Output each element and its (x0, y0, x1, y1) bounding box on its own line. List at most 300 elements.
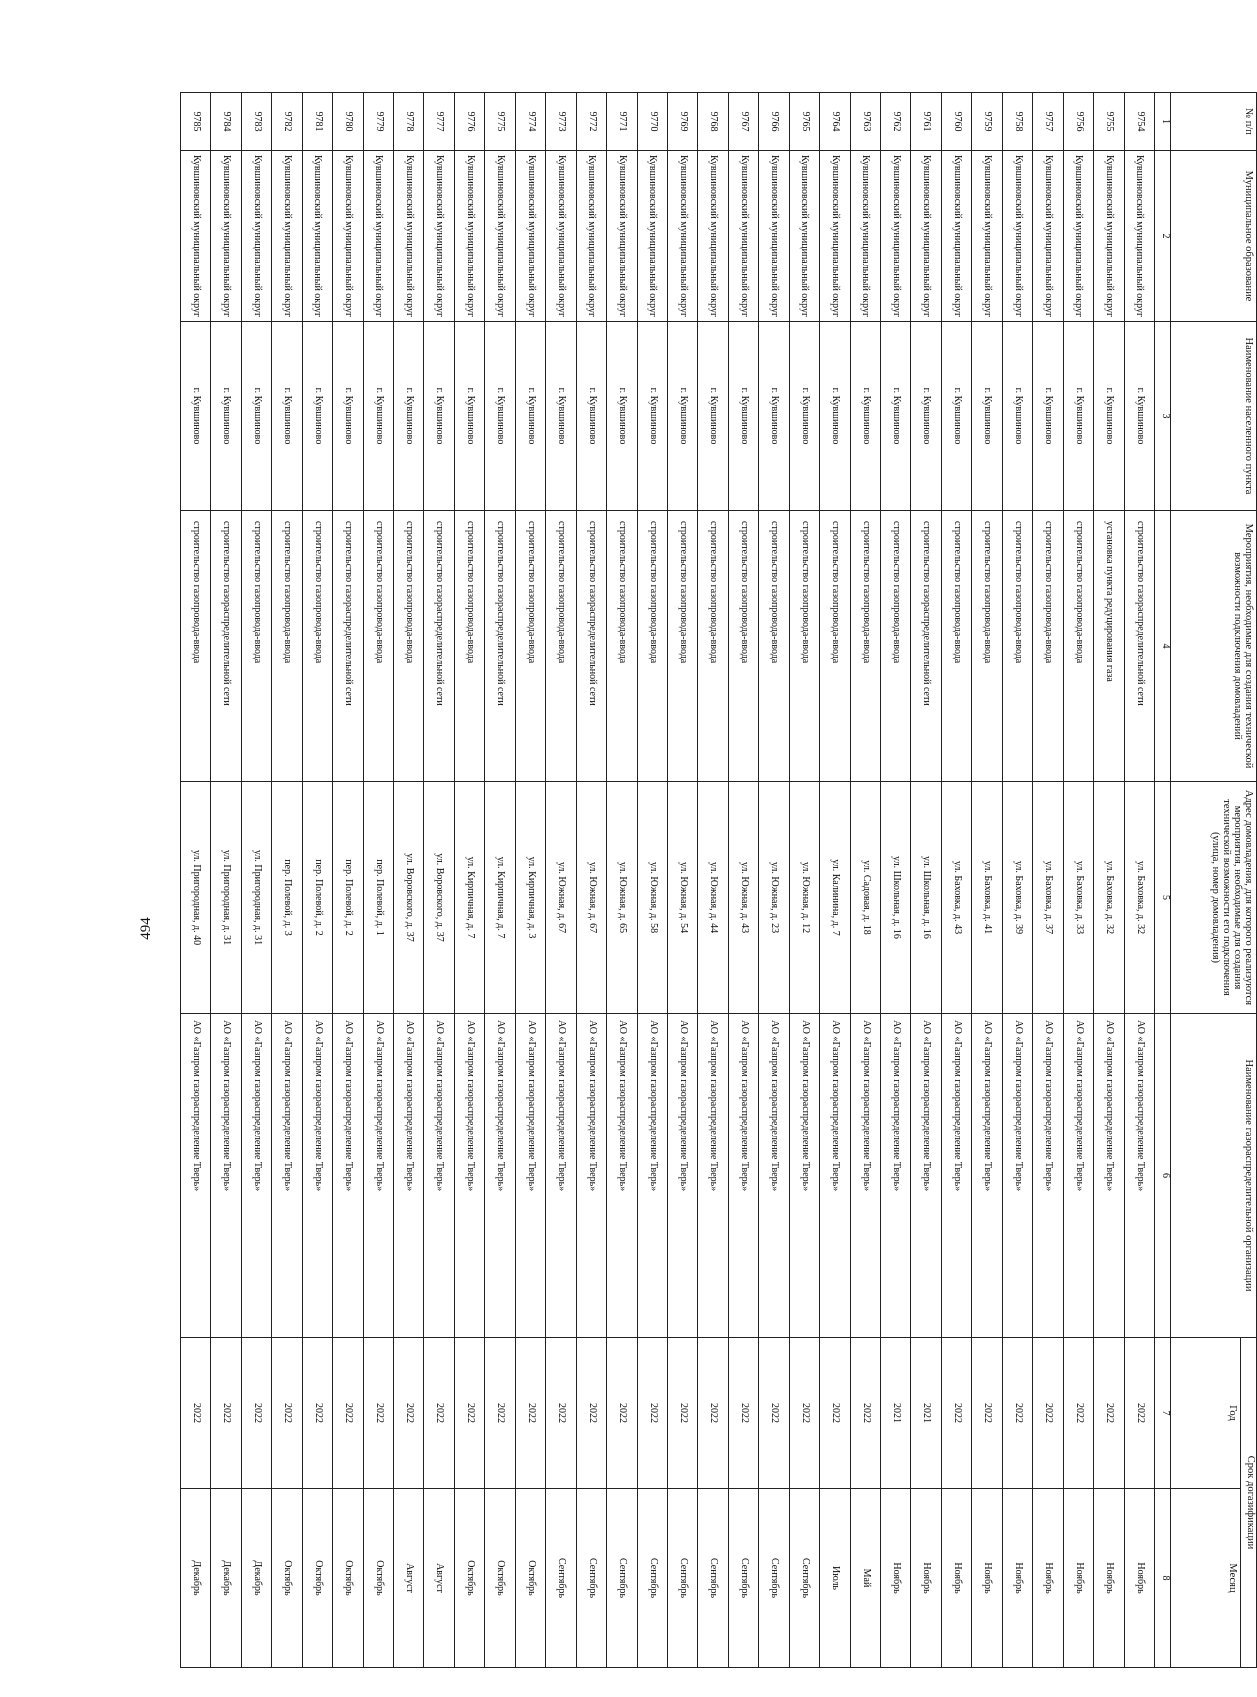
table-row (759, 93, 789, 1668)
table-row (911, 93, 941, 1668)
table-row (881, 93, 911, 1668)
cell-organization: АО «Газпром газораспределение Тверь» (515, 1014, 545, 1338)
cell-deadline-month: Сентябрь (759, 1489, 789, 1668)
cell-organization: АО «Газпром газораспределение Тверь» (789, 1014, 819, 1338)
cell-municipality: Кувшиновский муниципальный округ (1033, 151, 1063, 322)
cell-settlement: г. Кувшиново (607, 322, 637, 511)
cell-measure: строительство газопровода-ввода (272, 511, 302, 782)
cell-organization: АО «Газпром газораспределение Тверь» (668, 1014, 698, 1338)
cell-row-number: 9763 (850, 93, 880, 151)
cell-deadline-year: 2022 (850, 1338, 880, 1489)
cell-deadline-year: 2022 (820, 1338, 850, 1489)
cell-row-number: 9785 (181, 93, 211, 151)
cell-measure: строительство газораспределительной сети (485, 511, 515, 782)
cell-row-number: 9759 (972, 93, 1002, 151)
cell-deadline-month: Сентябрь (637, 1489, 667, 1668)
cell-address: ул. Южная, д. 44 (698, 782, 728, 1014)
cell-organization: АО «Газпром газораспределение Тверь» (941, 1014, 971, 1338)
cell-settlement: г. Кувшиново (546, 322, 576, 511)
column-number: 4 (1155, 511, 1171, 782)
cell-settlement: г. Кувшиново (941, 322, 971, 511)
cell-settlement: г. Кувшиново (394, 322, 424, 511)
cell-municipality: Кувшиновский муниципальный округ (485, 151, 515, 322)
cell-municipality: Кувшиновский муниципальный округ (698, 151, 728, 322)
cell-measure: строительство газопровода-ввода (454, 511, 484, 782)
cell-municipality: Кувшиновский муниципальный округ (881, 151, 911, 322)
cell-organization: АО «Газпром газораспределение Тверь» (485, 1014, 515, 1338)
cell-organization: АО «Газпром газораспределение Тверь» (1063, 1014, 1093, 1338)
cell-deadline-month: Октябрь (454, 1489, 484, 1668)
cell-deadline-year: 2022 (698, 1338, 728, 1489)
cell-measure: установка пункта редуцирования газа (1094, 511, 1124, 782)
table-row (394, 93, 424, 1668)
cell-settlement: г. Кувшиново (515, 322, 545, 511)
cell-settlement: г. Кувшиново (1033, 322, 1063, 511)
table-row (211, 93, 241, 1668)
cell-municipality: Кувшиновский муниципальный округ (272, 151, 302, 322)
cell-municipality: Кувшиновский муниципальный округ (1094, 151, 1124, 322)
cell-deadline-month: Декабрь (211, 1489, 241, 1668)
cell-deadline-month: Сентябрь (576, 1489, 606, 1668)
cell-municipality: Кувшиновский муниципальный округ (576, 151, 606, 322)
column-number: 8 (1155, 1489, 1171, 1668)
table-row (1063, 93, 1093, 1668)
cell-deadline-year: 2022 (1002, 1338, 1032, 1489)
cell-deadline-year: 2021 (881, 1338, 911, 1489)
table-row (241, 93, 271, 1668)
cell-settlement: г. Кувшиново (211, 322, 241, 511)
cell-deadline-year: 2022 (941, 1338, 971, 1489)
cell-settlement: г. Кувшиново (972, 322, 1002, 511)
cell-address: пер. Полевой, д. 2 (302, 782, 332, 1014)
column-number: 6 (1155, 1014, 1171, 1338)
cell-address: ул. Баховка, д. 37 (1033, 782, 1063, 1014)
column-number: 3 (1155, 322, 1171, 511)
cell-deadline-month: Ноябрь (1094, 1489, 1124, 1668)
cell-municipality: Кувшиновский муниципальный округ (759, 151, 789, 322)
header-month: Месяц (1171, 1489, 1241, 1668)
cell-settlement: г. Кувшиново (881, 322, 911, 511)
cell-measure: строительство газопровода-ввода (698, 511, 728, 782)
cell-settlement: г. Кувшиново (789, 322, 819, 511)
cell-municipality: Кувшиновский муниципальный округ (333, 151, 363, 322)
cell-address: пер. Полевой, д. 2 (333, 782, 363, 1014)
cell-row-number: 9764 (820, 93, 850, 151)
table-row (546, 93, 576, 1668)
cell-measure: строительство газопровода-ввода (1033, 511, 1063, 782)
cell-deadline-month: Сентябрь (728, 1489, 758, 1668)
table-row (333, 93, 363, 1668)
header-col4: Мероприятия, необходимые для создания технической возможности подключения домовладений (1171, 511, 1257, 782)
cell-deadline-month: Октябрь (485, 1489, 515, 1668)
cell-organization: АО «Газпром газораспределение Тверь» (1033, 1014, 1063, 1338)
cell-measure: строительство газопровода-ввода (789, 511, 819, 782)
cell-municipality: Кувшиновский муниципальный округ (789, 151, 819, 322)
table-row (302, 93, 332, 1668)
cell-settlement: г. Кувшиново (1002, 322, 1032, 511)
cell-settlement: г. Кувшиново (911, 322, 941, 511)
cell-address: ул. Южная, д. 43 (728, 782, 758, 1014)
cell-deadline-month: Сентябрь (668, 1489, 698, 1668)
cell-deadline-year: 2022 (1124, 1338, 1154, 1489)
cell-municipality: Кувшиновский муниципальный округ (515, 151, 545, 322)
cell-deadline-year: 2022 (394, 1338, 424, 1489)
cell-address: ул. Кирпичная, д. 3 (515, 782, 545, 1014)
cell-row-number: 9773 (546, 93, 576, 151)
cell-row-number: 9783 (241, 93, 271, 151)
cell-settlement: г. Кувшиново (454, 322, 484, 511)
cell-row-number: 9780 (333, 93, 363, 151)
cell-measure: строительство газопровода-ввода (637, 511, 667, 782)
table-row (1094, 93, 1124, 1668)
cell-municipality: Кувшиновский муниципальный округ (637, 151, 667, 322)
cell-measure: строительство газопровода-ввода (728, 511, 758, 782)
cell-organization: АО «Газпром газораспределение Тверь» (333, 1014, 363, 1338)
cell-row-number: 9765 (789, 93, 819, 151)
cell-organization: АО «Газпром газораспределение Тверь» (211, 1014, 241, 1338)
header-row-1 (1241, 93, 1257, 1668)
cell-organization: АО «Газпром газораспределение Тверь» (1002, 1014, 1032, 1338)
cell-measure: строительство газопровода-ввода (546, 511, 576, 782)
cell-municipality: Кувшиновский муниципальный округ (850, 151, 880, 322)
cell-row-number: 9768 (698, 93, 728, 151)
cell-deadline-month: Октябрь (333, 1489, 363, 1668)
header-col2: Муниципальное образование (1171, 151, 1257, 322)
cell-settlement: г. Кувшиново (485, 322, 515, 511)
cell-address: ул. Баховка, д. 32 (1094, 782, 1124, 1014)
cell-organization: АО «Газпром газораспределение Тверь» (424, 1014, 454, 1338)
table-row (972, 93, 1002, 1668)
cell-deadline-month: Сентябрь (607, 1489, 637, 1668)
table-row (1124, 93, 1154, 1668)
cell-deadline-month: Ноябрь (1002, 1489, 1032, 1668)
cell-measure: строительство газопровода-ввода (515, 511, 545, 782)
cell-deadline-month: Сентябрь (698, 1489, 728, 1668)
cell-organization: АО «Газпром газораспределение Тверь» (181, 1014, 211, 1338)
cell-deadline-year: 2022 (972, 1338, 1002, 1489)
cell-settlement: г. Кувшиново (1063, 322, 1093, 511)
cell-deadline-year: 2022 (181, 1338, 211, 1489)
cell-measure: строительство газопровода-ввода (972, 511, 1002, 782)
column-number: 1 (1155, 93, 1171, 151)
cell-address: ул. Пригородная, д. 31 (211, 782, 241, 1014)
cell-measure: строительство газопровода-ввода (881, 511, 911, 782)
cell-row-number: 9784 (211, 93, 241, 151)
cell-organization: АО «Газпром газораспределение Тверь» (607, 1014, 637, 1338)
cell-deadline-month: Ноябрь (941, 1489, 971, 1668)
column-number: 7 (1155, 1338, 1171, 1489)
cell-deadline-year: 2022 (211, 1338, 241, 1489)
cell-row-number: 9767 (728, 93, 758, 151)
cell-measure: строительство газораспределительной сети (211, 511, 241, 782)
cell-address: ул. Баховка, д. 32 (1124, 782, 1154, 1014)
cell-organization: АО «Газпром газораспределение Тверь» (972, 1014, 1002, 1338)
table-body (181, 93, 1155, 1668)
cell-address: ул. Пригородная, д. 31 (241, 782, 271, 1014)
cell-measure: строительство газопровода-ввода (363, 511, 393, 782)
header-col6: Наименование газораспределительной организации (1171, 1014, 1257, 1338)
cell-deadline-year: 2022 (1094, 1338, 1124, 1489)
cell-row-number: 9775 (485, 93, 515, 151)
cell-deadline-month: Ноябрь (911, 1489, 941, 1668)
cell-deadline-month: Ноябрь (1124, 1489, 1154, 1668)
cell-settlement: г. Кувшиново (637, 322, 667, 511)
cell-settlement: г. Кувшиново (424, 322, 454, 511)
cell-deadline-year: 2022 (789, 1338, 819, 1489)
cell-municipality: Кувшиновский муниципальный округ (394, 151, 424, 322)
cell-measure: строительство газораспределительной сети (333, 511, 363, 782)
cell-measure: строительство газопровода-ввода (820, 511, 850, 782)
cell-address: ул. Южная, д. 12 (789, 782, 819, 1014)
cell-address: ул. Баховка, д. 41 (972, 782, 1002, 1014)
cell-deadline-month: Август (424, 1489, 454, 1668)
cell-address: ул. Воровского, д. 37 (424, 782, 454, 1014)
table-row (424, 93, 454, 1668)
cell-address: ул. Воровского, д. 37 (394, 782, 424, 1014)
cell-deadline-year: 2022 (668, 1338, 698, 1489)
cell-row-number: 9758 (1002, 93, 1032, 151)
table-row (363, 93, 393, 1668)
column-number: 5 (1155, 782, 1171, 1014)
table-row (485, 93, 515, 1668)
cell-organization: АО «Газпром газораспределение Тверь» (454, 1014, 484, 1338)
cell-row-number: 9769 (668, 93, 698, 151)
cell-municipality: Кувшиновский муниципальный округ (728, 151, 758, 322)
table-row (941, 93, 971, 1668)
cell-address: ул. Калинина, д. 7 (820, 782, 850, 1014)
cell-settlement: г. Кувшиново (668, 322, 698, 511)
cell-deadline-month: Август (394, 1489, 424, 1668)
cell-deadline-month: Ноябрь (1063, 1489, 1093, 1668)
cell-row-number: 9772 (576, 93, 606, 151)
cell-organization: АО «Газпром газораспределение Тверь» (363, 1014, 393, 1338)
cell-settlement: г. Кувшиново (1094, 322, 1124, 511)
cell-settlement: г. Кувшиново (181, 322, 211, 511)
cell-measure: строительство газораспределительной сети (911, 511, 941, 782)
cell-municipality: Кувшиновский муниципальный округ (181, 151, 211, 322)
cell-organization: АО «Газпром газораспределение Тверь» (759, 1014, 789, 1338)
cell-municipality: Кувшиновский муниципальный округ (302, 151, 332, 322)
cell-deadline-month: Декабрь (181, 1489, 211, 1668)
table-row (850, 93, 880, 1668)
cell-organization: АО «Газпром газораспределение Тверь» (302, 1014, 332, 1338)
cell-deadline-year: 2022 (759, 1338, 789, 1489)
cell-deadline-year: 2022 (333, 1338, 363, 1489)
cell-deadline-year: 2022 (302, 1338, 332, 1489)
cell-row-number: 9754 (1124, 93, 1154, 151)
cell-deadline-year: 2022 (515, 1338, 545, 1489)
cell-organization: АО «Газпром газораспределение Тверь» (272, 1014, 302, 1338)
cell-address: ул. Южная, д. 54 (668, 782, 698, 1014)
cell-row-number: 9782 (272, 93, 302, 151)
cell-measure: строительство газопровода-ввода (668, 511, 698, 782)
table-row (454, 93, 484, 1668)
header-deadline: Срок догазификации (1241, 1338, 1257, 1668)
cell-measure: строительство газопровода-ввода (241, 511, 271, 782)
cell-row-number: 9770 (637, 93, 667, 151)
cell-row-number: 9762 (881, 93, 911, 151)
cell-settlement: г. Кувшиново (241, 322, 271, 511)
cell-address: ул. Южная, д. 67 (576, 782, 606, 1014)
cell-deadline-year: 2021 (911, 1338, 941, 1489)
cell-measure: строительство газопровода-ввода (181, 511, 211, 782)
cell-municipality: Кувшиновский муниципальный округ (1124, 151, 1154, 322)
cell-deadline-year: 2022 (363, 1338, 393, 1489)
column-number: 2 (1155, 151, 1171, 322)
cell-municipality: Кувшиновский муниципальный округ (546, 151, 576, 322)
cell-deadline-year: 2022 (607, 1338, 637, 1489)
cell-settlement: г. Кувшиново (576, 322, 606, 511)
cell-deadline-year: 2022 (424, 1338, 454, 1489)
cell-municipality: Кувшиновский муниципальный округ (363, 151, 393, 322)
cell-municipality: Кувшиновский муниципальный округ (1063, 151, 1093, 322)
cell-address: ул. Школьная, д. 16 (881, 782, 911, 1014)
cell-address: ул. Садовая, д. 18 (850, 782, 880, 1014)
cell-deadline-month: Октябрь (363, 1489, 393, 1668)
cell-organization: АО «Газпром газораспределение Тверь» (820, 1014, 850, 1338)
cell-municipality: Кувшиновский муниципальный округ (607, 151, 637, 322)
cell-municipality: Кувшиновский муниципальный округ (424, 151, 454, 322)
cell-organization: АО «Газпром газораспределение Тверь» (1094, 1014, 1124, 1338)
cell-measure: строительство газораспределительной сети (576, 511, 606, 782)
cell-deadline-year: 2022 (1033, 1338, 1063, 1489)
cell-row-number: 9776 (454, 93, 484, 151)
cell-address: ул. Баховка, д. 33 (1063, 782, 1093, 1014)
cell-settlement: г. Кувшиново (272, 322, 302, 511)
cell-deadline-year: 2022 (1063, 1338, 1093, 1489)
cell-measure: строительство газопровода-ввода (850, 511, 880, 782)
cell-deadline-year: 2022 (272, 1338, 302, 1489)
cell-row-number: 9761 (911, 93, 941, 151)
header-col1: № п/п (1171, 93, 1257, 151)
cell-municipality: Кувшиновский муниципальный округ (454, 151, 484, 322)
cell-deadline-month: Июль (820, 1489, 850, 1668)
cell-row-number: 9779 (363, 93, 393, 151)
table-row (728, 93, 758, 1668)
cell-deadline-year: 2022 (728, 1338, 758, 1489)
page-number: 494 (137, 917, 154, 940)
cell-deadline-month: Декабрь (241, 1489, 271, 1668)
table-row (1033, 93, 1063, 1668)
cell-deadline-year: 2022 (485, 1338, 515, 1489)
cell-address: пер. Полевой, д. 1 (363, 782, 393, 1014)
cell-measure: строительство газопровода-ввода (1002, 511, 1032, 782)
cell-address: пер. Полевой, д. 3 (272, 782, 302, 1014)
cell-deadline-month: Ноябрь (1033, 1489, 1063, 1668)
cell-row-number: 9756 (1063, 93, 1093, 151)
cell-organization: АО «Газпром газораспределение Тверь» (1124, 1014, 1154, 1338)
cell-organization: АО «Газпром газораспределение Тверь» (698, 1014, 728, 1338)
cell-address: ул. Баховка, д. 43 (941, 782, 971, 1014)
cell-row-number: 9774 (515, 93, 545, 151)
cell-municipality: Кувшиновский муниципальный округ (211, 151, 241, 322)
cell-organization: АО «Газпром газораспределение Тверь» (881, 1014, 911, 1338)
cell-measure: строительство газораспределительной сети (1124, 511, 1154, 782)
cell-address: ул. Южная, д. 58 (637, 782, 667, 1014)
cell-address: ул. Южная, д. 67 (546, 782, 576, 1014)
table-row (181, 93, 211, 1668)
cell-address: ул. Южная, д. 65 (607, 782, 637, 1014)
cell-address: ул. Кирпичная, д. 7 (485, 782, 515, 1014)
cell-organization: АО «Газпром газораспределение Тверь» (241, 1014, 271, 1338)
header-year: Год (1171, 1338, 1241, 1489)
cell-municipality: Кувшиновский муниципальный округ (972, 151, 1002, 322)
cell-organization: АО «Газпром газораспределение Тверь» (546, 1014, 576, 1338)
cell-row-number: 9766 (759, 93, 789, 151)
cell-municipality: Кувшиновский муниципальный округ (241, 151, 271, 322)
cell-row-number: 9771 (607, 93, 637, 151)
cell-organization: АО «Газпром газораспределение Тверь» (637, 1014, 667, 1338)
column-numbers-row (1155, 93, 1171, 1668)
cell-settlement: г. Кувшиново (698, 322, 728, 511)
cell-measure: строительство газопровода-ввода (302, 511, 332, 782)
table-row (698, 93, 728, 1668)
table-row (607, 93, 637, 1668)
cell-deadline-year: 2022 (241, 1338, 271, 1489)
cell-measure: строительство газопровода-ввода (1063, 511, 1093, 782)
cell-measure: строительство газопровода-ввода (607, 511, 637, 782)
cell-settlement: г. Кувшиново (850, 322, 880, 511)
cell-measure: строительство газораспределительной сети (424, 511, 454, 782)
cell-municipality: Кувшиновский муниципальный округ (911, 151, 941, 322)
cell-row-number: 9755 (1094, 93, 1124, 151)
cell-row-number: 9760 (941, 93, 971, 151)
table-row (637, 93, 667, 1668)
gasification-table (180, 92, 1257, 1668)
cell-settlement: г. Кувшиново (728, 322, 758, 511)
cell-row-number: 9781 (302, 93, 332, 151)
header-col3: Наименование населенного пункта (1171, 322, 1257, 511)
cell-municipality: Кувшиновский муниципальный округ (941, 151, 971, 322)
rotated-page (180, 92, 1257, 1667)
cell-address: ул. Баховка, д. 39 (1002, 782, 1032, 1014)
cell-deadline-month: Май (850, 1489, 880, 1668)
cell-organization: АО «Газпром газораспределение Тверь» (576, 1014, 606, 1338)
cell-address: ул. Школьная, д. 16 (911, 782, 941, 1014)
cell-settlement: г. Кувшиново (820, 322, 850, 511)
table-row (272, 93, 302, 1668)
cell-deadline-month: Ноябрь (881, 1489, 911, 1668)
cell-row-number: 9757 (1033, 93, 1063, 151)
table-row (1002, 93, 1032, 1668)
table-row (576, 93, 606, 1668)
cell-organization: АО «Газпром газораспределение Тверь» (728, 1014, 758, 1338)
cell-settlement: г. Кувшиново (363, 322, 393, 511)
cell-deadline-year: 2022 (637, 1338, 667, 1489)
table-row (789, 93, 819, 1668)
cell-settlement: г. Кувшиново (759, 322, 789, 511)
cell-row-number: 9777 (424, 93, 454, 151)
cell-row-number: 9778 (394, 93, 424, 151)
cell-settlement: г. Кувшиново (1124, 322, 1154, 511)
cell-deadline-month: Октябрь (272, 1489, 302, 1668)
cell-measure: строительство газопровода-ввода (759, 511, 789, 782)
cell-deadline-year: 2022 (546, 1338, 576, 1489)
table-row (668, 93, 698, 1668)
cell-municipality: Кувшиновский муниципальный округ (668, 151, 698, 322)
table-row (515, 93, 545, 1668)
cell-deadline-month: Октябрь (302, 1489, 332, 1668)
cell-measure: строительство газопровода-ввода (394, 511, 424, 782)
cell-settlement: г. Кувшиново (333, 322, 363, 511)
cell-deadline-month: Октябрь (515, 1489, 545, 1668)
cell-address: ул. Южная, д. 23 (759, 782, 789, 1014)
cell-deadline-month: Сентябрь (546, 1489, 576, 1668)
header-col5: Адрес домовладения, для которого реализуются мероприятия, необходимые для создания технической возможности его подключения (улица, номер домовладения) (1171, 782, 1257, 1014)
cell-deadline-month: Ноябрь (972, 1489, 1002, 1668)
cell-organization: АО «Газпром газораспределение Тверь» (394, 1014, 424, 1338)
table-row (820, 93, 850, 1668)
